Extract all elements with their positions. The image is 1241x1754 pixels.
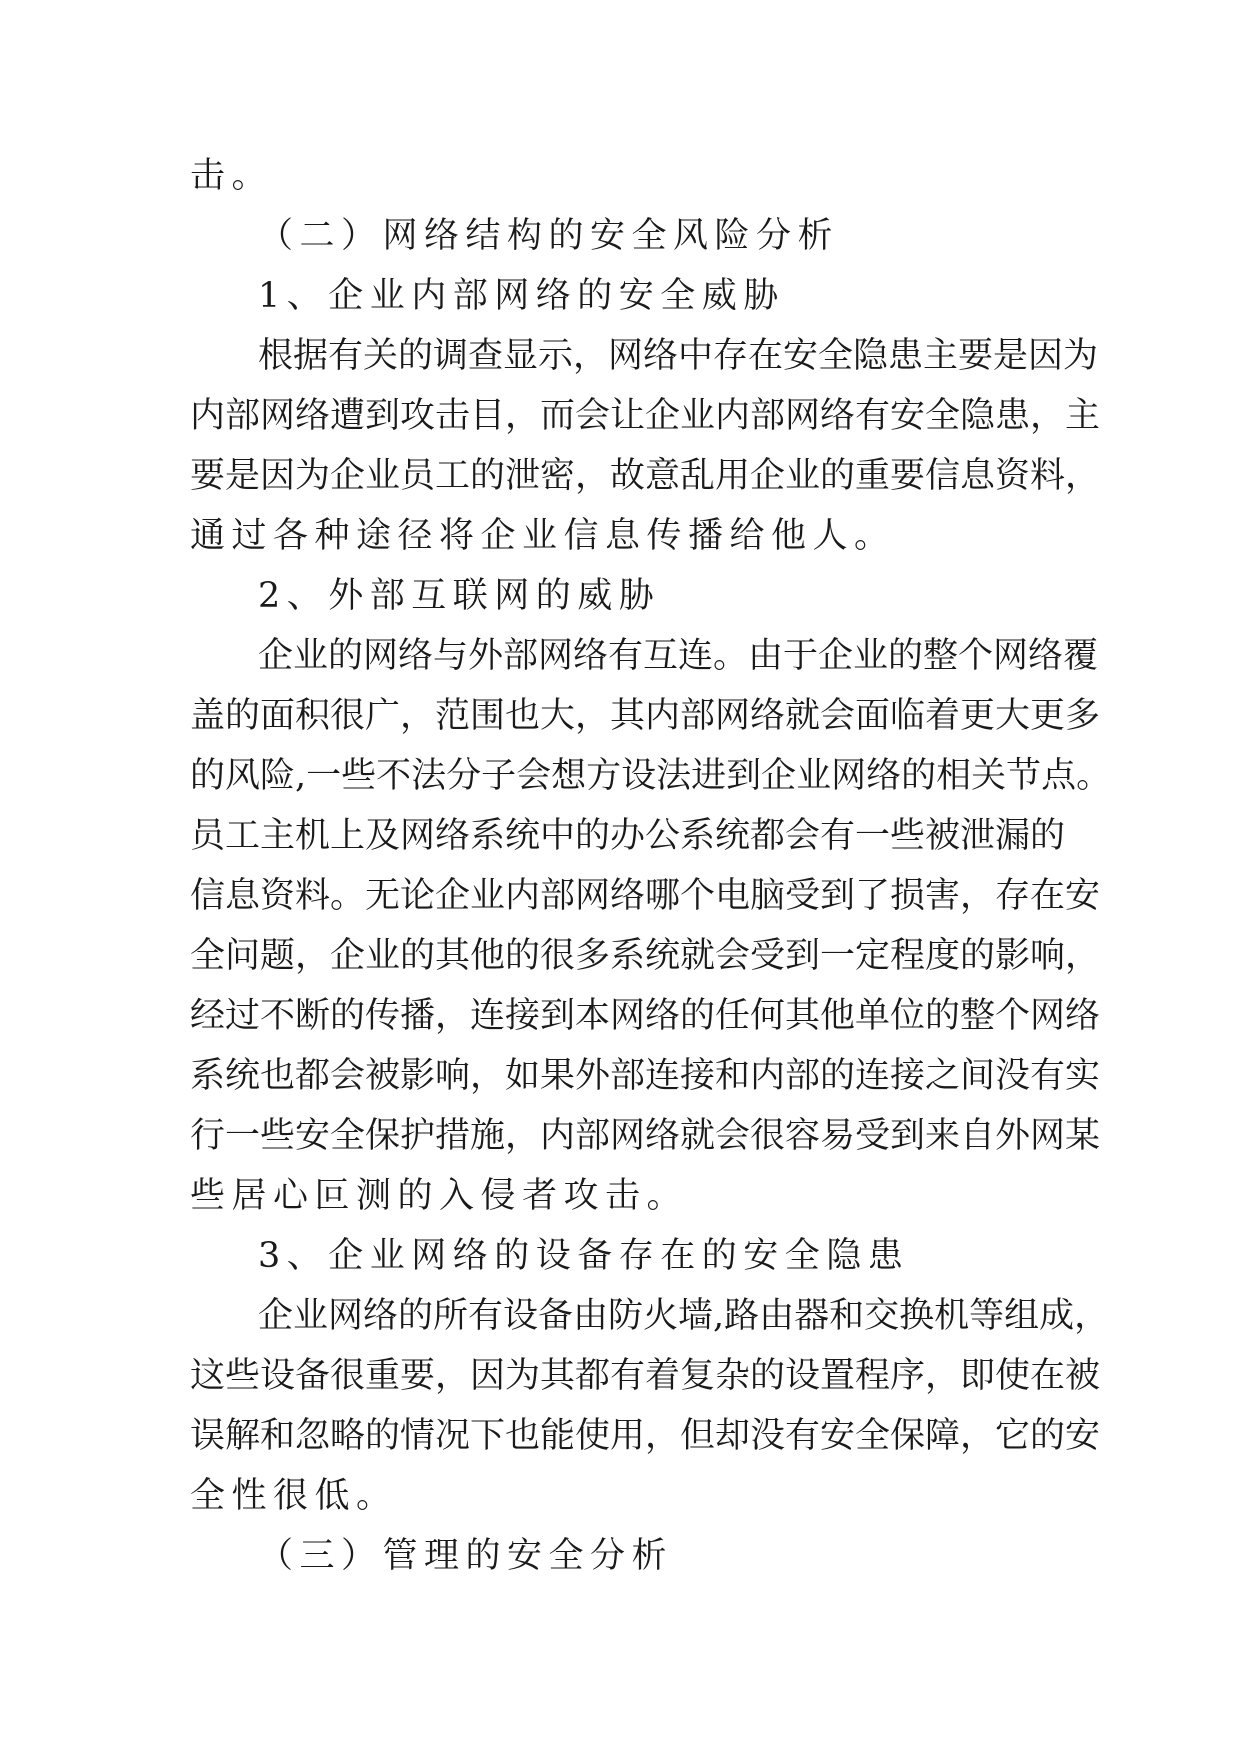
text-line: 内部网络遭到攻击目，而会让企业内部网络有安全隐患，主	[190, 396, 1101, 436]
subsection-heading: 3、企业网络的设备存在的安全隐患	[258, 1236, 910, 1276]
text-line: 企业网络的所有设备由防火墙,路由器和交换机等组成，	[258, 1296, 1110, 1336]
text-line: 些居心叵测的入侵者攻击。	[190, 1176, 689, 1216]
text-line: 的风险,一些不法分子会想方设法进到企业网络的相关节点。	[190, 756, 1112, 796]
text-line: 通过各种途径将企业信息传播给他人。	[190, 516, 896, 556]
text-line: 行一些安全保护措施，内部网络就会很容易受到来自外网某	[190, 1116, 1101, 1156]
text-line: 全问题，企业的其他的很多系统就会受到一定程度的影响，	[190, 936, 1101, 976]
section-heading: （二）网络结构的安全风险分析	[258, 216, 840, 256]
text-line: 误解和忽略的情况下也能使用，但却没有安全保障，它的安	[190, 1416, 1101, 1456]
text-line: 击。	[190, 156, 274, 196]
text-line: 员工主机上及网络系统中的办公系统都会有一些被泄漏的	[190, 816, 1066, 856]
text-line: 这些设备很重要，因为其都有着复杂的设置程序，即使在被	[190, 1356, 1101, 1396]
text-line: 企业的网络与外部网络有互连。由于企业的整个网络覆	[258, 636, 1099, 676]
text-line: 经过不断的传播，连接到本网络的任何其他单位的整个网络	[190, 996, 1101, 1036]
text-line: 全性很低。	[190, 1476, 398, 1516]
subsection-heading: 1、企业内部网络的安全威胁	[258, 276, 785, 316]
subsection-heading: 2、外部互联网的威胁	[258, 576, 661, 616]
text-line: 要是因为企业员工的泄密，故意乱用企业的重要信息资料，	[190, 456, 1101, 496]
document-page	[190, 146, 1112, 1586]
text-line: 根据有关的调查显示，网络中存在安全隐患主要是因为	[258, 336, 1099, 376]
text-line: 信息资料。无论企业内部网络哪个电脑受到了损害，存在安	[190, 876, 1101, 916]
section-heading: （三）管理的安全分析	[258, 1536, 674, 1576]
text-line: 系统也都会被影响，如果外部连接和内部的连接之间没有实	[190, 1056, 1101, 1096]
text-line: 盖的面积很广，范围也大，其内部网络就会面临着更大更多	[190, 696, 1101, 736]
